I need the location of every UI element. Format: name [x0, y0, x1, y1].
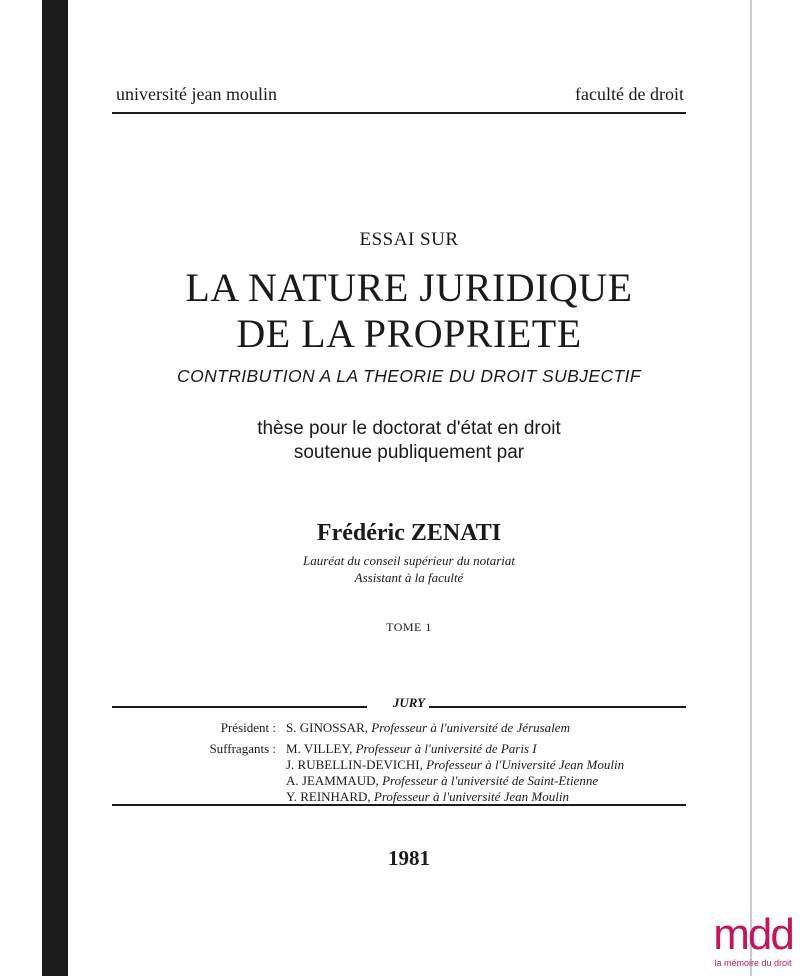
title-line-1: LA NATURE JURIDIQUE [185, 265, 633, 310]
jury-member-title: Professeur à l'université Jean Moulin [373, 789, 569, 804]
jury-role-president: Président : [220, 720, 276, 735]
jury-member-name: M. VILLEY, [286, 741, 353, 756]
logo-tagline: la mémoire du droit [714, 958, 792, 968]
jury-member-title: Professeur à l'Université Jean Moulin [426, 757, 625, 772]
title-line-2: DE LA PROPRIETE [236, 311, 582, 356]
title-prefix: ESSAI SUR [359, 229, 459, 250]
thesis-line-1: thèse pour le doctorat d'état en droit [257, 418, 561, 439]
jury-role-suffragants: Suffragants : [209, 741, 276, 756]
subtitle: CONTRIBUTION A LA THEORIE DU DROIT SUBJECTIF [177, 366, 641, 386]
thesis-line-2: soutenue publiquement par [293, 442, 525, 463]
author-affiliation-2: Assistant à la faculté [354, 570, 464, 585]
jury-member-name: S. GINOSSAR, [286, 720, 368, 735]
author-affiliation-1: Lauréat du conseil supérieur du notariat [303, 553, 515, 568]
jury-member-title: Professeur à l'université de Paris I [355, 741, 537, 756]
header-faculty: faculté de droit [575, 84, 684, 104]
jury-member [286, 756, 624, 773]
tome-number: TOME 1 [386, 620, 432, 634]
title-page [68, 0, 750, 976]
author-name: Frédéric ZENATI [316, 520, 502, 546]
binding-spine [42, 0, 68, 976]
jury-member-title: Professeur à l'université de Saint-Etienne [382, 773, 599, 788]
jury-bottom-divider [112, 804, 686, 806]
page-edge [750, 0, 752, 976]
jury-member-name: J. RUBELLIN-DEVICHI, [286, 757, 423, 772]
jury-member-name: A. JEAMMAUD, [286, 773, 379, 788]
jury-member [286, 788, 569, 805]
jury-member-title: Professeur à l'université de Jérusalem [371, 720, 570, 735]
logo-mark: mdd [713, 910, 793, 959]
publication-year: 1981 [388, 846, 430, 870]
header-divider [112, 112, 686, 114]
jury-member [286, 772, 598, 789]
jury-member [286, 740, 537, 757]
jury-label: JURY [389, 695, 429, 710]
header-university: université jean moulin [116, 84, 277, 104]
jury-member-name: Y. REINHARD, [286, 789, 371, 804]
mdd-logo [712, 912, 794, 972]
jury-member [286, 719, 570, 736]
